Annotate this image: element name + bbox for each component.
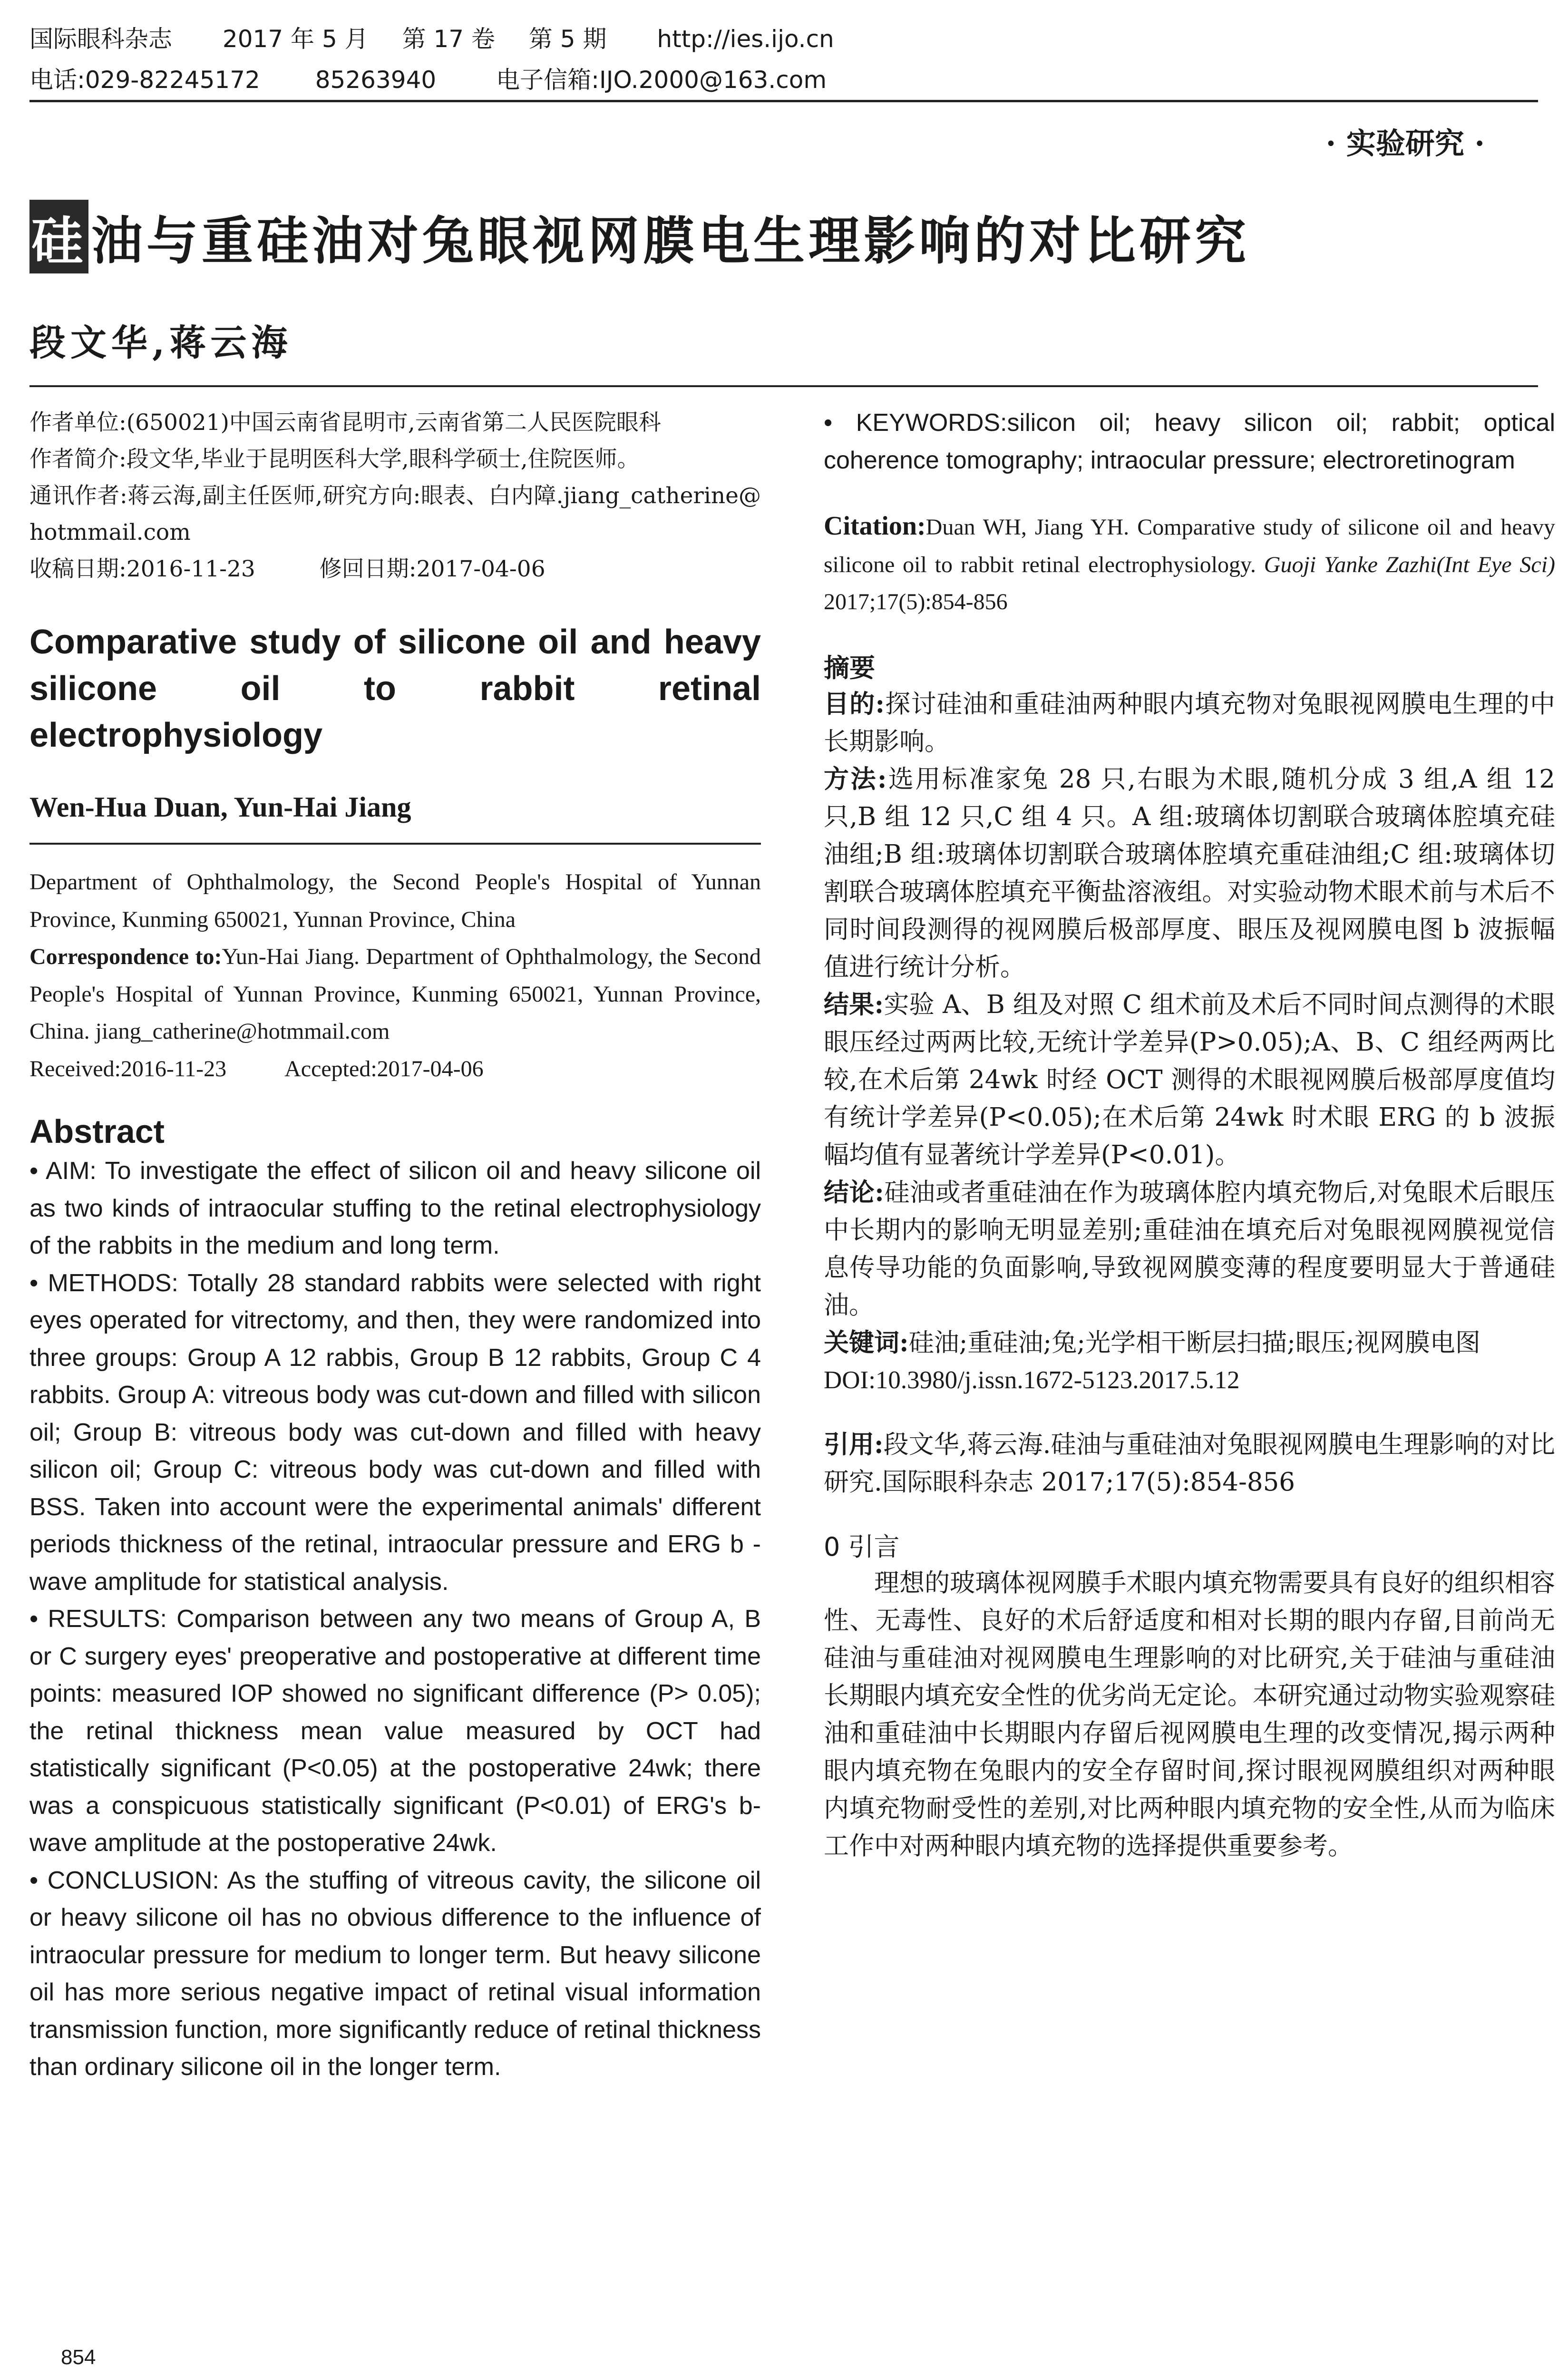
cn-aim <box>824 685 1555 760</box>
cn-methods-text: 选用标准家兔 28 只,右眼为术眼,随机分成 3 组,A 组 12 只,B 组 12 只,C 组 4 只。A 组:玻璃体切割联合玻璃体腔填充硅油组;B 组:玻璃体切割联合玻璃体腔填充重硅油组;C 组:玻璃体切割联合玻璃体腔填充平衡盐溶液组。对实验动物术眼术前与术后不同时间段测得的视网膜后极部厚度、眼压及视网膜电图 b 波振幅值进行统计分析。 <box>824 764 1555 982</box>
authors-chinese: 段文华,蒋云海 <box>29 321 292 364</box>
aim-label: • AIM: <box>29 1157 97 1185</box>
results-text: Comparison between any two means of Group A, B or C surgery eyes' preoperative and postoperative at different time points: measured IOP showed no significant difference (P> 0.05); the retinal thickness mean value measured by OCT had statistically significant (P<0.05) at the postoperative 24wk; there was a conspicuous statistically significant (P<0.01) of ERG's b-wave amplitude at the postoperative 24wk. <box>29 1605 761 1857</box>
abstract-conclusion-part-1 <box>29 1862 761 2086</box>
cn-citation-label: 引用: <box>824 1429 884 1459</box>
phone-2: 85263940 <box>315 66 437 94</box>
conclusion-label: • CONCLUSION: <box>29 1866 219 1894</box>
results-label: • RESULTS: <box>29 1605 167 1633</box>
cn-citation-text: 段文华,蒋云海.硅油与重硅油对兔眼视网膜电生理影响的对比研究.国际眼科杂志 2017;17(5):854-856 <box>824 1430 1555 1497</box>
citation-label: Citation: <box>824 511 926 541</box>
citation-tail: 2017;17(5):854-856 <box>824 589 1008 614</box>
english-title: Comparative study of silicone oil and heavy silicone oil to rabbit retinal electrophysiology <box>29 623 761 754</box>
abstract-results <box>29 1600 761 1862</box>
cn-keywords-label: 关键词: <box>824 1327 909 1357</box>
received-date: 收稿日期:2016-11-23 <box>29 556 255 582</box>
issue: 第 5 期 <box>528 25 607 53</box>
english-received: Received:2016-11-23 <box>29 1056 227 1081</box>
journal-email[interactable]: 电子信箱:IJO.2000@163.com <box>496 66 827 94</box>
phone: 电话:029-82245172 <box>29 66 260 94</box>
cn-conclusion <box>824 1174 1555 1324</box>
aim-text: To investigate the effect of silicon oil and heavy silicone oil as two kinds of intraocular stuffing to the retinal electrophysiology of the rabbits in the medium and long term. <box>29 1157 761 1259</box>
authors-rule <box>29 385 1538 387</box>
conclusion-text: As the stuffing of vitreous cavity, the silicone oil or heavy silicone oil has no obvious difference to the influence of intraocular pressure for medium to longer term. But heavy silicone oil has more serious negative impact of retinal visual information transmission function, more significantly reduce of retinal thickness than ordinary silicone oil in the longer term. <box>29 1866 761 2081</box>
correspondence-text: Yun-Hai Jiang. Department of Ophthalmology, the Second People's Hospital of Yunnan Province, Kunming 650021, Yunnan Province, China. jiang_catherine@hotmmail.com <box>29 944 761 1044</box>
abstract-methods <box>29 1265 761 1601</box>
keywords-text: silicon oil; heavy silicon oil; rabbit; optical coherence tomography; intraocular pressure; electroretinogram <box>824 409 1555 474</box>
cn-methods <box>824 760 1555 986</box>
header-rule <box>29 100 1538 102</box>
cn-results-text: 实验 A、B 组及对照 C 组术前及术后不同时间点测得的术眼眼压经过两两比较,无统计学差异(P>0.05);A、B、C 组经两两比较,在术后第 24wk 时经 OCT 测得的术眼视网膜后极部厚度值均有统计学差异(P<0.05);在术后第 24wk 时术眼 ERG 的 b 波振幅均值有显著统计学差异(P<0.01)。 <box>824 990 1555 1169</box>
author-affiliation: 作者单位:(650021)中国云南省昆明市,云南省第二人民医院眼科 <box>29 409 661 436</box>
cn-keywords <box>824 1324 1555 1362</box>
cn-citation-block <box>824 1426 1555 1501</box>
journal-name: 国际眼科杂志 <box>29 25 172 53</box>
cn-aim-text: 探讨硅油和重硅油两种眼内填充物对兔眼视网膜电生理的中长期影响。 <box>824 689 1555 756</box>
doi[interactable]: DOI:10.3980/j.issn.1672-5123.2017.5.12 <box>824 1366 1240 1394</box>
abstract-keywords <box>824 404 1555 479</box>
cn-conclusion-label: 结论: <box>824 1177 884 1207</box>
citation-block <box>824 507 1555 621</box>
keywords-block <box>824 404 1555 479</box>
dates <box>29 551 761 587</box>
cn-abstract-heading: 摘要 <box>824 653 875 683</box>
author-info <box>29 404 761 587</box>
article-title <box>29 200 1250 273</box>
cn-results-label: 结果: <box>824 989 884 1019</box>
cn-conclusion-text: 硅油或者重硅油在作为玻璃体腔内填充物后,对兔眼术后眼压中长期内的影响无明显差别;重硅油在填充后对兔眼视网膜视觉信息传导功能的负面影响,导致视网膜变薄的程度要明显大于普通硅油。 <box>824 1178 1555 1320</box>
abstract-body <box>29 1152 761 2086</box>
volume: 第 17 卷 <box>402 25 495 53</box>
corresponding-author: 通讯作者:蒋云海,副主任医师,研究方向:眼表、白内障.jiang_catherine@hotmmail.com <box>29 483 761 546</box>
cn-methods-label: 方法: <box>824 764 887 794</box>
cn-keywords-text: 硅油;重硅油;兔;光学相干断层扫描;眼压;视网膜电图 <box>908 1328 1480 1357</box>
citation-text: Duan WH, Jiang YH. Comparative study of silicone oil and heavy silicone oil to rabbit retinal electrophysiology. <box>824 515 1555 577</box>
english-dates <box>29 1051 761 1088</box>
citation-journal: Guoji Yanke Zazhi(Int Eye Sci) <box>1264 552 1556 577</box>
english-affiliation-block <box>29 864 761 1088</box>
title-first-character: 硅 <box>29 200 88 273</box>
issue-date: 2017 年 5 月 <box>222 25 369 53</box>
english-affiliation: Department of Ophthalmology, the Second People's Hospital of Yunnan Province, Kunming 650021, Yunnan Province, China <box>29 869 761 932</box>
english-correspondence <box>29 938 761 1051</box>
english-accepted: Accepted:2017-04-06 <box>284 1056 484 1081</box>
journal-url[interactable]: http://ies.ijo.cn <box>657 25 834 53</box>
running-header-line-1 <box>29 25 834 53</box>
english-authors-rule <box>29 843 761 845</box>
correspondence-label: Correspondence to: <box>29 944 222 969</box>
right-column <box>824 404 1555 1865</box>
cn-abstract-body <box>824 685 1555 1399</box>
intro-heading: 0 引言 <box>824 1531 900 1562</box>
cn-aim-label: 目的: <box>824 689 885 719</box>
author-bio: 作者简介:段文华,毕业于昆明医科大学,眼科学硕士,住院医师。 <box>29 446 640 472</box>
running-header-line-2 <box>29 66 827 94</box>
page-number: 854 <box>61 2346 96 2369</box>
methods-text: Totally 28 standard rabbits were selected with right eyes operated for vitrectomy, and then, they were randomized into three groups: Group A 12 rabbis, Group B 12 rabbits, Group C 4 rabbits. Group A: vitreous body was cut-down and filled with silicon oil; Group B: vitreous body was cut-down and filled with heavy silicon oil; Group C: vitreous body was cut-down and filled with BSS. Taken into account were the experimental animals' different periods thickness of the retinal, intraocular pressure and ERG b - wave amplitude for statistical analysis. <box>29 1269 761 1596</box>
title-rest: 油与重硅油对兔眼视网膜电生理影响的对比研究 <box>91 212 1250 271</box>
keywords-label: • KEYWORDS: <box>824 409 1007 437</box>
cn-results <box>824 986 1555 1174</box>
abstract-aim <box>29 1152 761 1265</box>
methods-label: • METHODS: <box>29 1269 178 1297</box>
intro-body <box>824 1564 1555 1865</box>
abstract-heading: Abstract <box>29 1113 165 1150</box>
english-authors: Wen-Hua Duan, Yun-Hai Jiang <box>29 791 411 823</box>
revised-date: 修回日期:2017-04-06 <box>319 556 545 582</box>
left-column <box>29 404 761 2086</box>
intro-paragraph: 理想的玻璃体视网膜手术眼内填充物需要具有良好的组织相容性、无毒性、良好的术后舒适度和相对长期的眼内存留,目前尚无硅油与重硅油对视网膜电生理影响的对比研究,关于硅油与重硅油长期眼内填充安全性的优劣尚无定论。本研究通过动物实验观察硅油和重硅油中长期眼内存留后视网膜电生理的改变情况,揭示两种眼内填充物在兔眼内的安全存留时间,探讨眼视网膜组织对两种眼内填充物耐受性的差别,对比两种眼内填充物的安全性,从而为临床工作中对两种眼内填充物的选择提供重要参考。 <box>824 1568 1555 1861</box>
section-label: · 实验研究 · <box>1325 126 1485 161</box>
